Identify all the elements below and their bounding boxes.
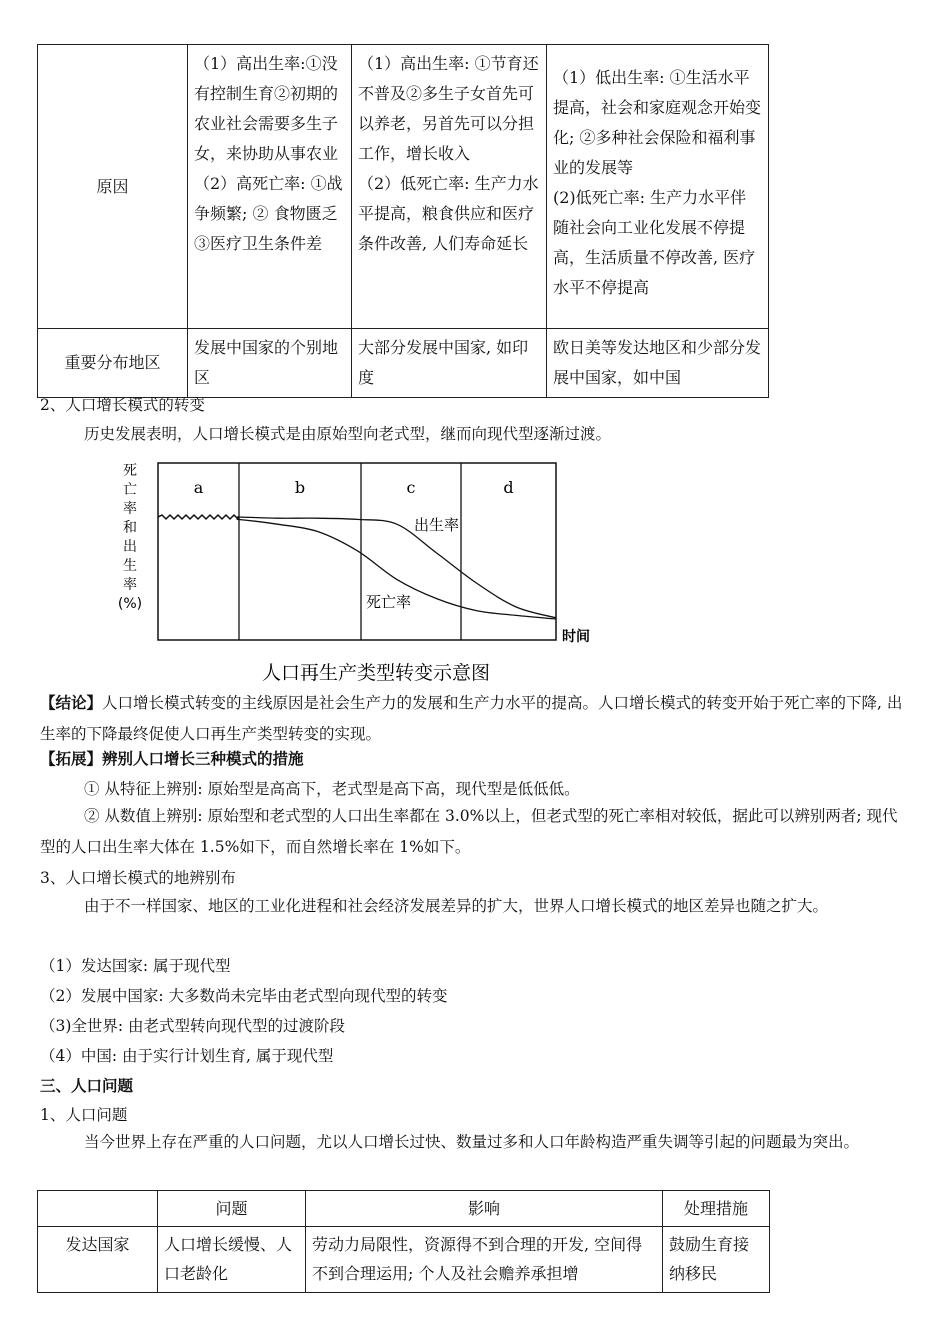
list-item: （1）发达国家: 属于现代型 bbox=[40, 957, 231, 975]
sub-heading: 1、人口问题 bbox=[40, 1106, 128, 1124]
conclusion-text: 人口增长模式转变的主线原因是社会生产力的发展和生产力水平的提高。人口增长模式的转变开始于死亡率的下降, 出生率的下降最终促使人口再生产类型转变的实现。 bbox=[40, 694, 903, 743]
expand-heading: 【拓展】辨别人口增长三种模式的措施 bbox=[40, 749, 304, 768]
table-cell: 大部分发展中国家, 如印度 bbox=[352, 329, 547, 398]
table-row bbox=[38, 329, 769, 398]
paragraph: 由于不一样国家、地区的工业化进程和社会经济发展差异的扩大，世界人口增长模式的地区差异也随之扩大。 bbox=[84, 897, 829, 915]
stage-label: a bbox=[193, 478, 204, 497]
y-axis-label-char: 率 bbox=[123, 577, 137, 593]
stage-label: c bbox=[406, 478, 416, 497]
list-item: ① 从特征上辨别: 原始型是高高下，老式型是高下高，现代型是低低低。 bbox=[84, 780, 580, 798]
stage-label: d bbox=[503, 478, 514, 497]
part-heading: 三、人口问题 bbox=[40, 1076, 134, 1095]
population-transition-chart bbox=[118, 455, 618, 687]
table-row bbox=[38, 45, 769, 329]
y-axis-label-char: 率 bbox=[123, 501, 137, 517]
death-rate-label: 死亡率 bbox=[366, 593, 412, 611]
chart-title: 人口再生产类型转变示意图 bbox=[261, 662, 491, 684]
column-header: 影响 bbox=[306, 1191, 663, 1227]
column-header: 处理措施 bbox=[663, 1191, 770, 1227]
list-item: ② 从数值上辨别: 原始型和老式型的人口出生率都在 3.0%以上，但老式型的死亡率相对较低，据此可以辨别两者; 现代型的人口出生率大体在 1.5%如下，而自然增长率在 1%如下。 bbox=[40, 807, 898, 856]
stage-dividers bbox=[239, 463, 461, 640]
table-row bbox=[38, 1227, 770, 1293]
y-axis-label-char: 亡 bbox=[123, 482, 137, 498]
section-heading: 2、人口增长模式的转变 bbox=[40, 396, 205, 414]
list-item: （4）中国: 由于实行计划生育, 属于现代型 bbox=[40, 1047, 334, 1065]
table-cell: 发达国家 bbox=[38, 1227, 158, 1293]
table-header-row bbox=[38, 1191, 770, 1227]
y-axis-label-char: 死 bbox=[123, 463, 137, 479]
table-cell: （1）低出生率: ①生活水平提高，社会和家庭观念开始变化; ②多种社会保险和福利事业的发展等 (2)低死亡率: 生产力水平伴随社会向工业化发展不停提高，生活质量不停改善, 医疗水平不停提高 bbox=[547, 45, 769, 329]
table-cell: 欧日美等发达地区和少部分发展中国家，如中国 bbox=[547, 329, 769, 398]
table-cell: 发展中国家的个别地区 bbox=[188, 329, 352, 398]
table-cell: 鼓励生育接纳移民 bbox=[663, 1227, 770, 1293]
table-cell: （1）高出生率:①没有控制生育②初期的农业社会需要多生子女，来协助从事农业 （2）高死亡率: ①战争频繁; ② 食物匮乏③医疗卫生条件差 bbox=[188, 45, 352, 329]
section-heading: 3、人口增长模式的地辨别布 bbox=[40, 869, 236, 887]
list-item: （3)全世界: 由老式型转向现代型的过渡阶段 bbox=[40, 1017, 346, 1035]
y-axis-label-char: 生 bbox=[123, 558, 137, 574]
conclusion bbox=[40, 687, 912, 750]
y-axis-label-char: 和 bbox=[123, 520, 137, 536]
population-problems-table bbox=[37, 1190, 770, 1293]
column-header bbox=[38, 1191, 158, 1227]
row-label: 重要分布地区 bbox=[38, 329, 188, 398]
paragraph: 历史发展表明，人口增长模式是由原始型向老式型，继而向现代型逐渐过渡。 bbox=[84, 425, 612, 443]
y-axis-label-char: (%) bbox=[118, 596, 143, 612]
stage-label: b bbox=[294, 478, 306, 497]
paragraph: 当今世界上存在严重的人口问题，尤以人口增长过快、数量过多和人口年龄构造严重失调等引起的问题最为突出。 bbox=[84, 1133, 860, 1151]
y-axis-label bbox=[118, 463, 142, 612]
table-cell: （1）高出生率: ①节育还不普及②多生子女首先可以养老，另首先可以分担工作，增长收入 （2）低死亡率: 生产力水平提高，粮食供应和医疗条件改善, 人们寿命延长 bbox=[352, 45, 547, 329]
table-cell: 劳动力局限性，资源得不到合理的开发, 空间得不到合理运用; 个人及社会赡养承担增 bbox=[306, 1227, 663, 1293]
list-item: （2）发展中国家: 大多数尚未完毕由老式型向现代型的转变 bbox=[40, 987, 448, 1005]
birth-rate-label: 出生率 bbox=[414, 516, 460, 534]
death-rate-line bbox=[158, 515, 556, 619]
row-label: 原因 bbox=[38, 45, 188, 329]
birth-rate-line bbox=[158, 515, 556, 618]
stage-labels bbox=[194, 478, 514, 497]
population-pattern-table bbox=[37, 44, 769, 398]
x-axis-label: 时间 bbox=[562, 629, 590, 645]
table-cell: 人口增长缓慢、人口老龄化 bbox=[158, 1227, 306, 1293]
y-axis-label-char: 出 bbox=[123, 539, 137, 555]
column-header: 问题 bbox=[158, 1191, 306, 1227]
conclusion-tag: 【结论】 bbox=[40, 693, 103, 712]
